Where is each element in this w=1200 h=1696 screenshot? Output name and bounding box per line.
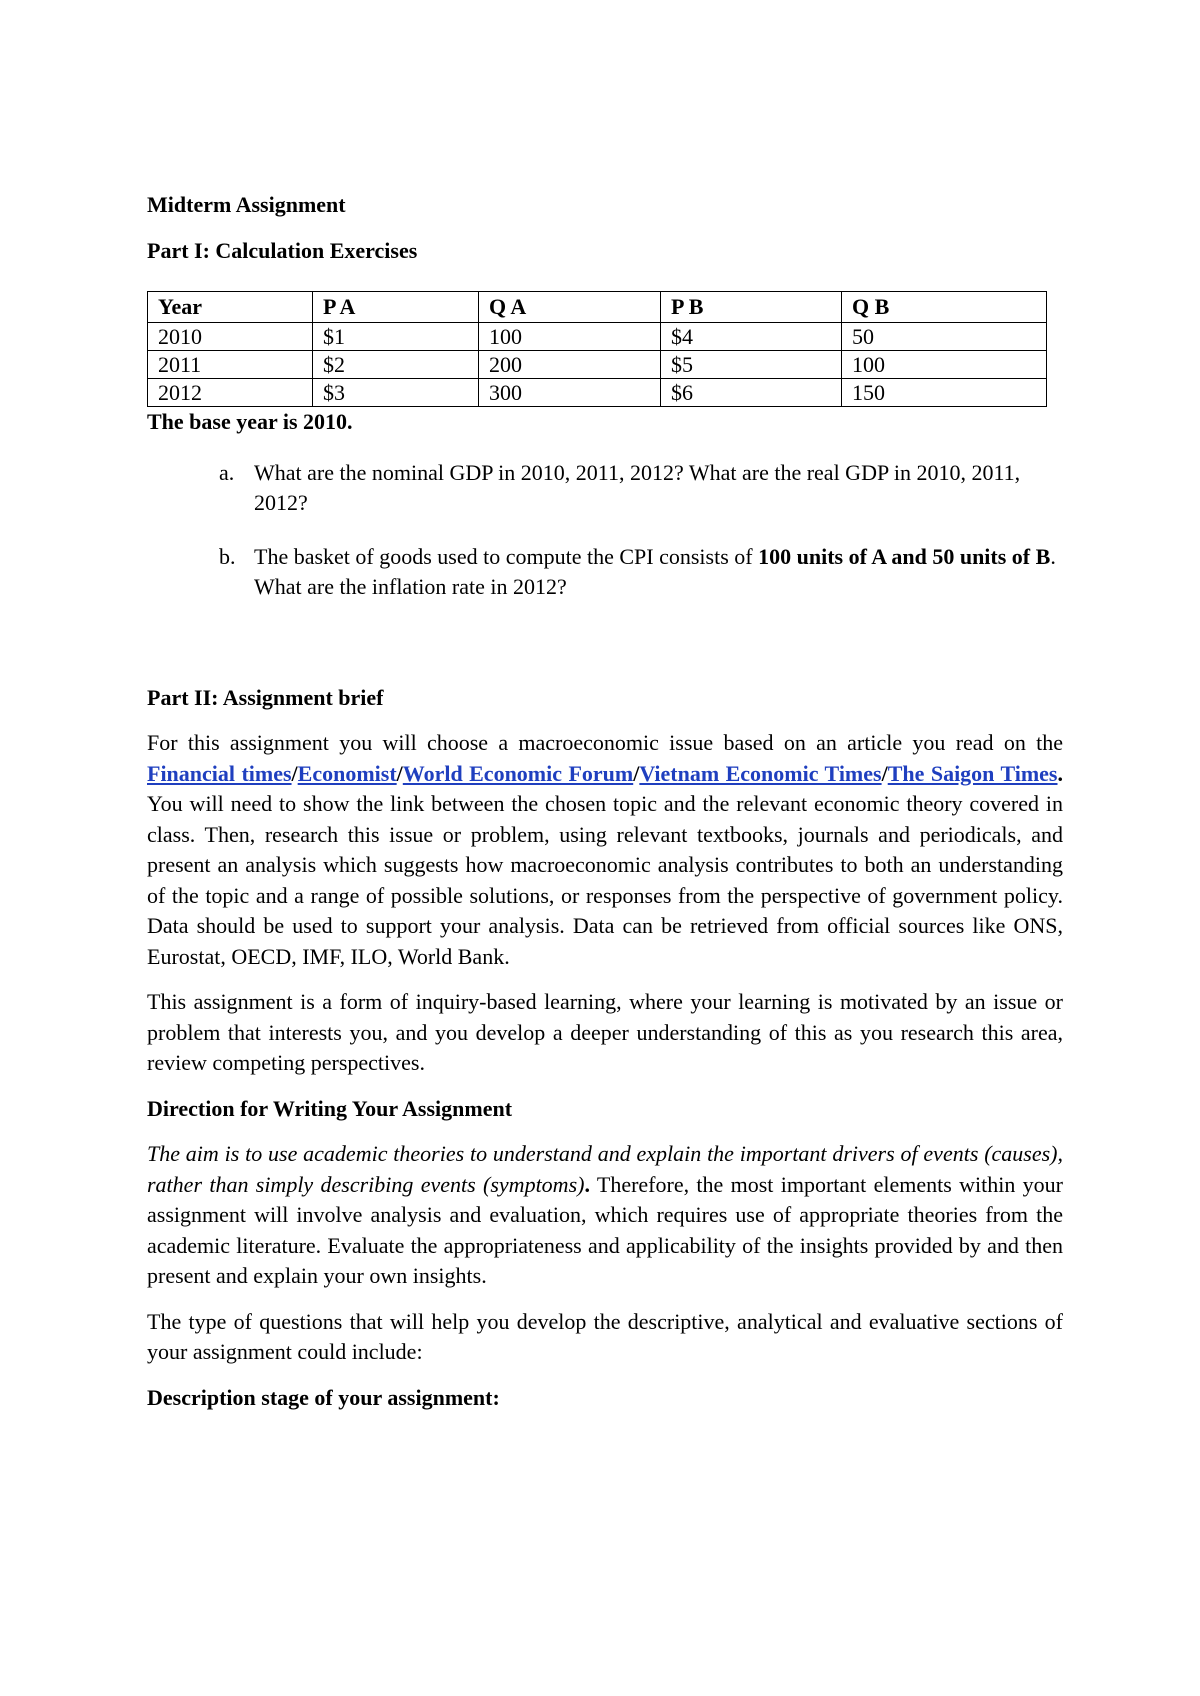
table-cell: $6 bbox=[661, 379, 842, 407]
direction-italic: The aim is to use academic theories to understand and explain the important drivers of events (causes), rather than simply describing events (symptoms) bbox=[147, 1141, 1063, 1197]
header-pb: P B bbox=[661, 292, 842, 323]
link-economist[interactable]: Economist bbox=[297, 760, 397, 786]
table-cell: 200 bbox=[479, 351, 661, 379]
header-qa: Q A bbox=[479, 292, 661, 323]
part2-heading: Part II: Assignment brief bbox=[147, 684, 384, 710]
document-title: Midterm Assignment bbox=[147, 192, 346, 217]
direction-period: . bbox=[584, 1171, 590, 1197]
direction-paragraph bbox=[147, 1139, 1063, 1292]
table-cell: $5 bbox=[661, 351, 842, 379]
header-pa: P A bbox=[313, 292, 479, 323]
description-stage-heading: Description stage of your assignment: bbox=[147, 1384, 500, 1410]
table-row bbox=[148, 379, 1047, 407]
table-row bbox=[148, 323, 1047, 351]
question-a-marker: a. bbox=[219, 459, 235, 485]
link-separator: / bbox=[396, 760, 403, 786]
table-cell: $1 bbox=[313, 323, 479, 351]
brief-text-1: For this assignment you will choose a macroeconomic issue based on an article you read on the bbox=[147, 730, 1063, 755]
question-b bbox=[147, 542, 1063, 603]
table-cell: 150 bbox=[842, 379, 1047, 407]
link-saigon-times[interactable]: The Saigon Times bbox=[887, 760, 1058, 786]
question-b-text-1: The basket of goods used to compute the CPI consists of bbox=[254, 543, 759, 569]
table-cell: 300 bbox=[479, 379, 661, 407]
question-types-paragraph: The type of questions that will help you develop the descriptive, analytical and evaluative sections of your assignment could include: bbox=[147, 1308, 1063, 1364]
question-b-bold: 100 units of A and 50 units of B bbox=[758, 543, 1051, 569]
data-table bbox=[147, 291, 1047, 407]
table-cell: 100 bbox=[479, 323, 661, 351]
table-row bbox=[148, 351, 1047, 379]
header-year: Year bbox=[148, 292, 313, 323]
table-cell: 50 bbox=[842, 323, 1047, 351]
link-vietnam-economic-times[interactable]: Vietnam Economic Times bbox=[639, 760, 882, 786]
question-a bbox=[147, 458, 1063, 519]
table-cell: 100 bbox=[842, 351, 1047, 379]
link-separator: / bbox=[291, 760, 298, 786]
table-cell: 2012 bbox=[148, 379, 313, 407]
part1-heading: Part I: Calculation Exercises bbox=[147, 237, 418, 263]
table-cell: $4 bbox=[661, 323, 842, 351]
link-separator: / bbox=[881, 760, 888, 786]
question-b-text-2: . What are the inflation rate in 2012? bbox=[254, 543, 1056, 599]
link-separator: / bbox=[633, 760, 640, 786]
direction-text: Therefore, the most important elements within your assignment will involve analysis and evaluation, which requires use of appropriate theories from the academic literature. Evaluate the appropriateness and applicability of the insights provided by and then present and explain your own insights. bbox=[147, 1171, 1063, 1288]
table-cell: $3 bbox=[313, 379, 479, 407]
link-financial-times[interactable]: Financial times bbox=[147, 760, 292, 786]
table-header-row bbox=[148, 292, 1047, 323]
link-world-economic-forum[interactable]: World Economic Forum bbox=[402, 760, 634, 786]
inquiry-paragraph: This assignment is a form of inquiry-based learning, where your learning is motivated by an issue or problem that interests you, and you develop a deeper understanding of this as you research this area, review competing perspectives. bbox=[147, 989, 1063, 1075]
table-cell: 2010 bbox=[148, 323, 313, 351]
table-cell: 2011 bbox=[148, 351, 313, 379]
table-cell: $2 bbox=[313, 351, 479, 379]
header-qb: Q B bbox=[842, 292, 1047, 323]
brief-text-2: You will need to show the link between the chosen topic and the relevant economic theory covered in class. Then, research this issue or problem, using relevant textbooks, journals and periodicals, and present an analysis which suggests how macroeconomic analysis contributes to both an understanding of the topic and a range of possible solutions, or responses from the perspective of government policy. Data should be used to support your analysis. Data can be retrieved from official sources like ONS, Eurostat, OECD, IMF, ILO, World Bank. bbox=[147, 791, 1063, 969]
question-a-text: What are the nominal GDP in 2010, 2011, 2012? What are the real GDP in 2010, 2011, 2012? bbox=[254, 459, 1021, 515]
direction-heading: Direction for Writing Your Assignment bbox=[147, 1095, 513, 1121]
brief-paragraph bbox=[147, 728, 1063, 972]
question-b-marker: b. bbox=[219, 543, 236, 569]
base-year-note: The base year is 2010. bbox=[147, 409, 353, 434]
question-list bbox=[147, 458, 1063, 603]
links-period: . bbox=[1057, 760, 1063, 786]
